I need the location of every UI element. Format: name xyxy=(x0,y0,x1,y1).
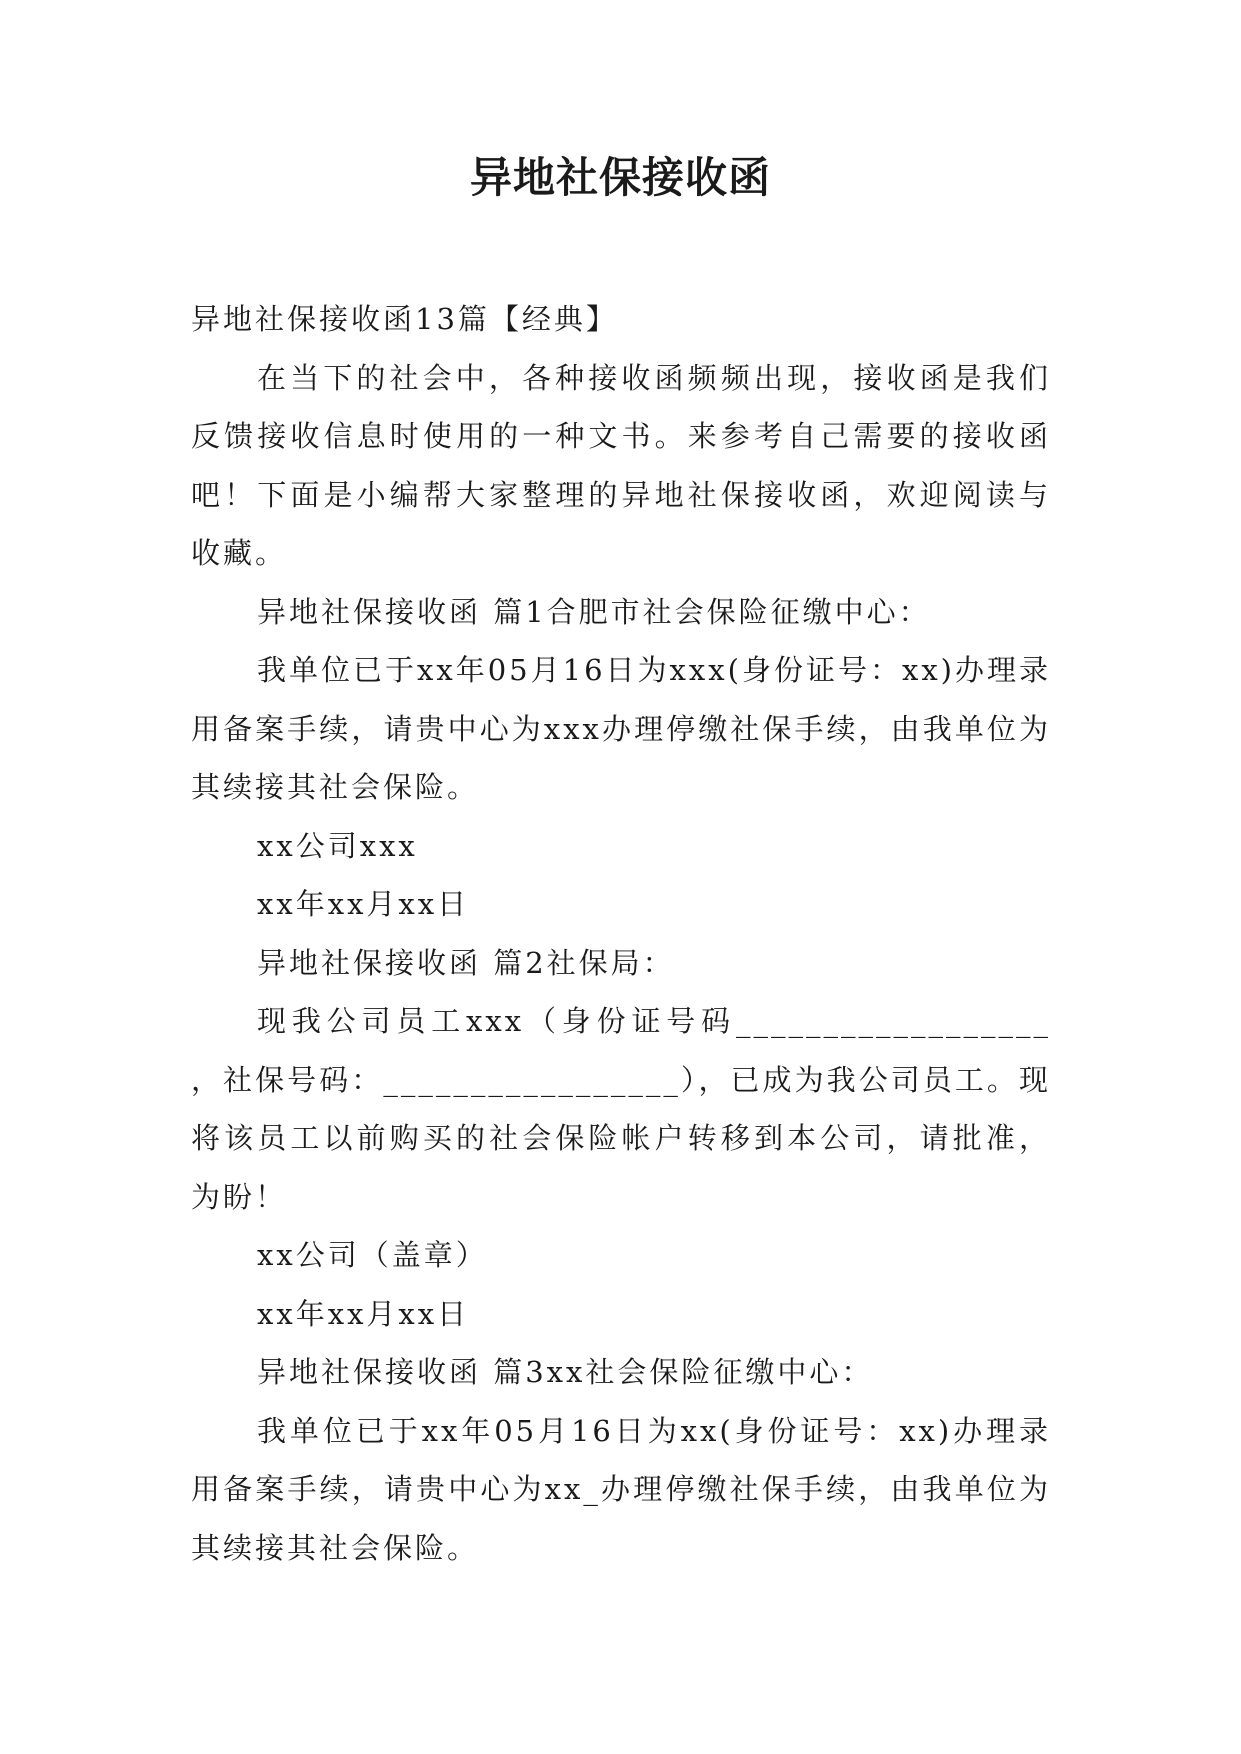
paragraph-letter1-heading: 异地社保接收函 篇1合肥市社会保险征缴中心： xyxy=(257,594,931,629)
paragraph-letter1-date: xx年xx月xx日 xyxy=(257,887,470,921)
paragraph-letter3-body: 我单位已于xx年05月16日为xx(身份证号：xx)办理录用备案手续，请贵中心为xx_办理停缴社保手续，由我单位为其续接其社会保险。 xyxy=(191,1413,1051,1565)
paragraph-letter2-body: 现我公司员工xxx（身份证号码__________________ ，社保号码：_________________），已成为我公司员工。现将该员工以前购买的社会保险帐户转移到本公司，请批准，为盼！ xyxy=(191,1004,1051,1214)
paragraph-subtitle: 异地社保接收函13篇【经典】 xyxy=(191,302,618,336)
paragraph-letter2-date: xx年xx月xx日 xyxy=(257,1296,470,1331)
document-title: 异地社保接收函 xyxy=(469,153,771,202)
paragraph-letter1-body: 我单位已于xx年05月16日为xxx(身份证号：xx)办理录用备案手续，请贵中心为xxx办理停缴社保手续，由我单位为其续接其社会保险。 xyxy=(191,653,1051,804)
paragraph-letter2-heading: 异地社保接收函 篇2社保局： xyxy=(257,945,675,980)
document-body xyxy=(191,290,1051,1577)
paragraph-letter2-signature: xx公司（盖章） xyxy=(257,1238,488,1272)
paragraph-intro: 在当下的社会中，各种接收函频频出现，接收函是我们反馈接收信息时使用的一种文书。来参考自己需要的接收函吧！下面是小编帮大家整理的异地社保接收函，欢迎阅读与收藏。 xyxy=(191,360,1051,570)
paragraph-letter1-signature: xx公司xxx xyxy=(257,828,418,863)
paragraph-letter3-heading: 异地社保接收函 篇3xx社会保险征缴中心： xyxy=(257,1355,874,1389)
